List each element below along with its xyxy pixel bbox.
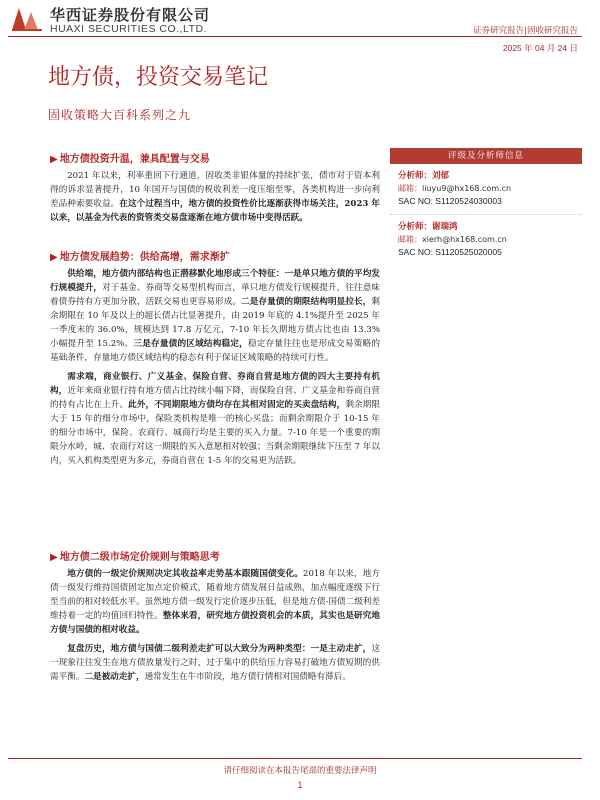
bold-text-run: 在这个过程当中，地方债的投资性价比逐渐获得市场关注，2023 年以来，以基金为代表的资管类交易盘逐渐在地方债市场中变得活跃。 [50,199,380,223]
section-2 [50,248,380,473]
page-number: 1 [297,780,303,790]
analyst-card [390,170,582,208]
text-run: 通常发生在牛市阶段，地方债行情相对国债略有滞后。 [144,672,351,682]
section-3 [50,548,380,689]
analyst-email[interactable]: 邮箱：xierh@hx168.com.cn [398,235,507,244]
company-name-cn: 华西证券股份有限公司 [50,6,211,24]
paragraph [50,169,380,225]
analyst-email[interactable]: 邮箱：liuyu9@hx168.com.cn [398,184,512,193]
report-subtitle: 固收策略大百科系列之九 [48,108,192,122]
paragraph [50,567,380,637]
report-title: 地方债，投资交易笔记 [48,65,269,90]
section-heading: ▶ 地方债发展趋势：供给高增，需求渐扩 [50,252,230,263]
triangle-bullet-icon: ▶ [50,154,58,165]
bold-text-run: 复盘历史，地方债与国债二级利差走扩可以大致分为两种类型：一是主动走扩， [67,644,372,654]
text-run: 对于基金、券商等交易型机构而言，单只地方债发行规模提升，往往意味着债券持有方更加分散，活跃交易也更容易形成。 [50,283,380,307]
bold-text-run: 地方债的一级定价规则决定其收益率走势基本跟随国债变化。 [67,569,303,579]
text-run: 剩余期限大于 15 年的细分市场中，保险类机构是唯一的核心买盘；而剩余期限介于 10-15 年的细分市场中，保险、农商行、城商行均是主要的买入力量。7-10 年是一个重要的期限分水岭，城、农商行对这一期限的买入意愿相对较强；当剩余期限继续下压至 7 年以内，买入机构类型更为多元，券商自营在 1-5 年的交易更为活跃。 [50,400,380,466]
footer-disclaimer: 请仔细阅读在本报告尾部的重要法律声明 [223,766,377,776]
bold-text-run: 二是存量债的期限结构明显拉长， [241,297,372,307]
paragraph [50,370,380,468]
analyst-sidebar-header: 评级及分析师信息 [390,148,582,164]
analyst-sidebar [390,148,582,259]
bold-text-run: 二是被动走扩， [84,672,145,682]
analyst-name: 分析师：刘郁 [398,171,450,181]
analyst-divider [390,214,582,215]
analyst-name: 分析师：谢瑞鸿 [398,222,458,232]
bold-text-run: 三是存量债的区域结构稳定， [133,339,248,349]
huaxi-logo-icon [10,6,44,32]
text-run: 近年来商业银行持有地方债占比持续小幅下降，而保险自营、广义基金和券商自营的持有占比在上升。 [50,386,380,410]
report-date: 2025 年 04 月 24 日 [502,43,578,53]
text-run: 这一现象往往发生在地方债放量发行之时，过于集中的供给压力容易打破地方债短期的供需平衡。 [50,644,380,682]
section-heading: ▶ 地方债二级市场定价规则与策略思考 [50,552,220,563]
bold-text-run: 需求端，商业银行、广义基金、保险自营、券商自营是地方债的四大主要持有机构， [50,372,380,396]
text-run: 稳定存量往往也是形成交易策略的基础条件，存量地方债区域结构的稳态有利于保证区域策略的持续可行性。 [50,339,380,363]
header-divider [8,36,582,37]
analyst-sac: SAC NO: S1120525020005 [398,247,502,257]
footer-divider [8,758,582,759]
triangle-bullet-icon: ▶ [50,552,58,563]
text-run: 剩余期限在 10 年及以上的超长债占比显著提升，由 2019 年底的 4.1%提升至 2025 年一季度末的 36.0%，规模达到 17.8 万亿元，7-10 年长久期地方债占比也由 13.3%小幅提升至 15.2%。 [50,297,380,349]
paragraph [50,642,380,684]
bold-text-run: 供给端，地方债内部结构也正潜移默化地形成三个特征：一是单只地方债的平均发行规模提升， [50,269,380,293]
bold-text-run: 此外，不同期限地方债均存在其相对固定的买卖盘结构， [128,400,346,410]
analyst-card [390,221,582,259]
section-1 [50,150,380,230]
section-heading: ▶ 地方债投资升温，兼具配置与交易 [50,154,210,165]
text-run: 2021 年以来，利率重回下行通道，固收类非银体量的持续扩张，债市对于资本利得的诉求显著提升，10 年国开与国债的税收利差一度压缩至零，各类机构进一步向利差品种索要收益。 [50,171,380,209]
report-type: 证券研究报告|固收研究报告 [473,26,578,36]
triangle-bullet-icon: ▶ [50,252,58,263]
company-name-en: HUAXI SECURITIES CO.,LTD. [50,23,207,35]
analyst-sac: SAC NO: S1120524030003 [398,196,502,206]
bold-text-run: 整体来看，研究地方债投资机会的本质，其实也是研究地方债与国债的相对收益。 [50,611,380,635]
text-run: 2018 年以来，地方债一级发行维持国债固定加点定价模式，随着地方债发展日益成熟，加点幅度逐级下行至当前的相对较低水平。虽然地方债一级发行定价逐步压低，但是地方债-国债二级利差维持着一定的均值回归特性。 [50,569,380,621]
paragraph [50,267,380,365]
